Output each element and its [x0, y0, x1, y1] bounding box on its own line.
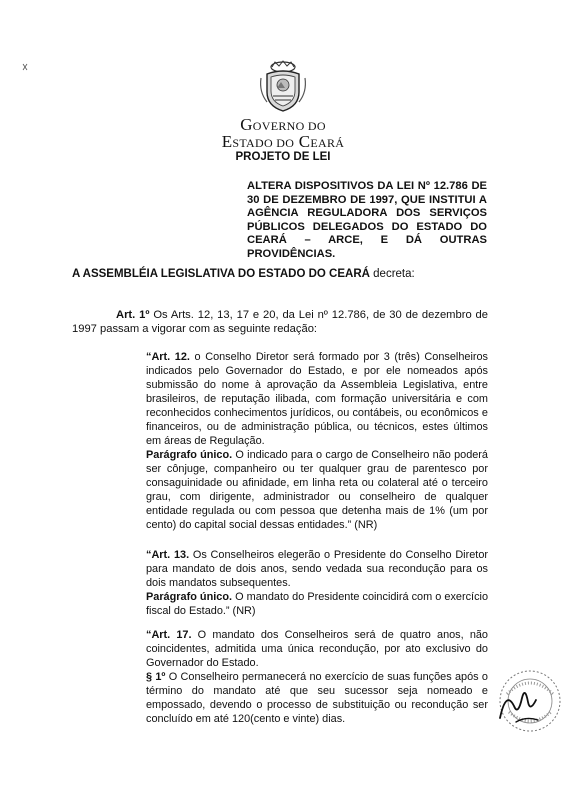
enacting-clause — [72, 268, 415, 280]
article-12-paragraph-label: Parágrafo único. — [146, 449, 233, 461]
article-12-label: “Art. 12. — [146, 351, 190, 363]
article-13-paragraph-label: Parágrafo único. — [146, 591, 233, 603]
article-17-label: “Art. 17. — [146, 629, 192, 641]
article-13-text: Os Conselheiros elegerão o Presidente do Conselho Diretor para mandato de dois anos, sendo vedada sua recondução para os dois mandatos subsequentes. — [146, 549, 488, 589]
quoted-article-12 — [146, 350, 488, 532]
article-17-paragraph-text: O Conselheiro permanecerá no exercício de suas funções após o término do mandato até que seu sucessor seja nomeado e empossado, devendo o processo de substituição ou recondução ser concluído em até 120(cento e vinte) dias. — [146, 671, 488, 725]
article-12-text: o Conselho Diretor será formado por 3 (três) Conselheiros indicados pelo Governador do Estado, e por ele nomeados após submissão do nome à aprovação da Assembleia Legislativa, entre brasileiros, de reputação ilibada, com formação universitária e com reconhecidos conhecimentos jurídicos, ou contábeis, ou econômicos e financeiros, ou de administração pública, ou técnicos, estes últimos em áreas de Regulação. — [146, 351, 488, 447]
article-17-paragraph-label: § 1º — [146, 671, 166, 683]
government-title-line1: GOVERNO DO — [240, 115, 326, 134]
margin-mark — [22, 58, 28, 66]
article-1-label: Art. 1º — [116, 309, 150, 321]
article-17-text: O mandato dos Conselheiros será de quatro anos, não coincidentes, admitida uma única recondução, por ato exclusivo do Governador do Estado. — [146, 629, 488, 669]
article-1 — [72, 308, 488, 336]
article-13-label: “Art. 13. — [146, 549, 190, 561]
quoted-article-13 — [146, 548, 488, 618]
document-type-label: PROJETO DE LEI — [235, 151, 331, 163]
law-summary: ALTERA DISPOSITIVOS DA LEI Nº 12.786 DE 30 DE DEZEMBRO DE 1997, QUE INSTITUI A AGÊNCIA REGULADORA DOS SERVIÇOS PÚBLICOS DELEGADOS DO ESTADO DO CEARÁ – ARCE, E DÁ OUTRAS PROVIDÊNCIAS. — [247, 180, 487, 260]
article-12-paragraph-text: O indicado para o cargo de Conselheiro não poderá ser cônjuge, companheiro ou ter qualquer grau de parentesco por consaguinidade ou afinidade, em linha reta ou colateral até o terceiro grau, com dirigente, administrador ou conselheiro de qualquer entidade regulada ou com pessoa que detenha mais de 1% (um por cento) do capital social dessas entidades.” (NR) — [146, 449, 488, 531]
ceara-coat-of-arms-icon — [255, 58, 311, 114]
government-title-line2: ESTADO DO CEARÁ — [221, 132, 345, 151]
enacting-verb: decreta: — [369, 268, 415, 280]
article-13-paragraph-text: O mandato do Presidente coincidirá com o exercício fiscal do Estado.” (NR) — [146, 591, 489, 617]
article-1-text: Os Arts. 12, 13, 17 e 20, da Lei nº 12.786, de 30 de dezembro de 1997 passam a vigorar com as seguinte redação: — [72, 309, 488, 335]
assembly-name: A ASSEMBLÉIA LEGISLATIVA DO ESTADO DO CEARÁ — [72, 268, 370, 280]
quoted-article-17 — [146, 628, 488, 726]
handwritten-initials-icon — [492, 676, 550, 734]
